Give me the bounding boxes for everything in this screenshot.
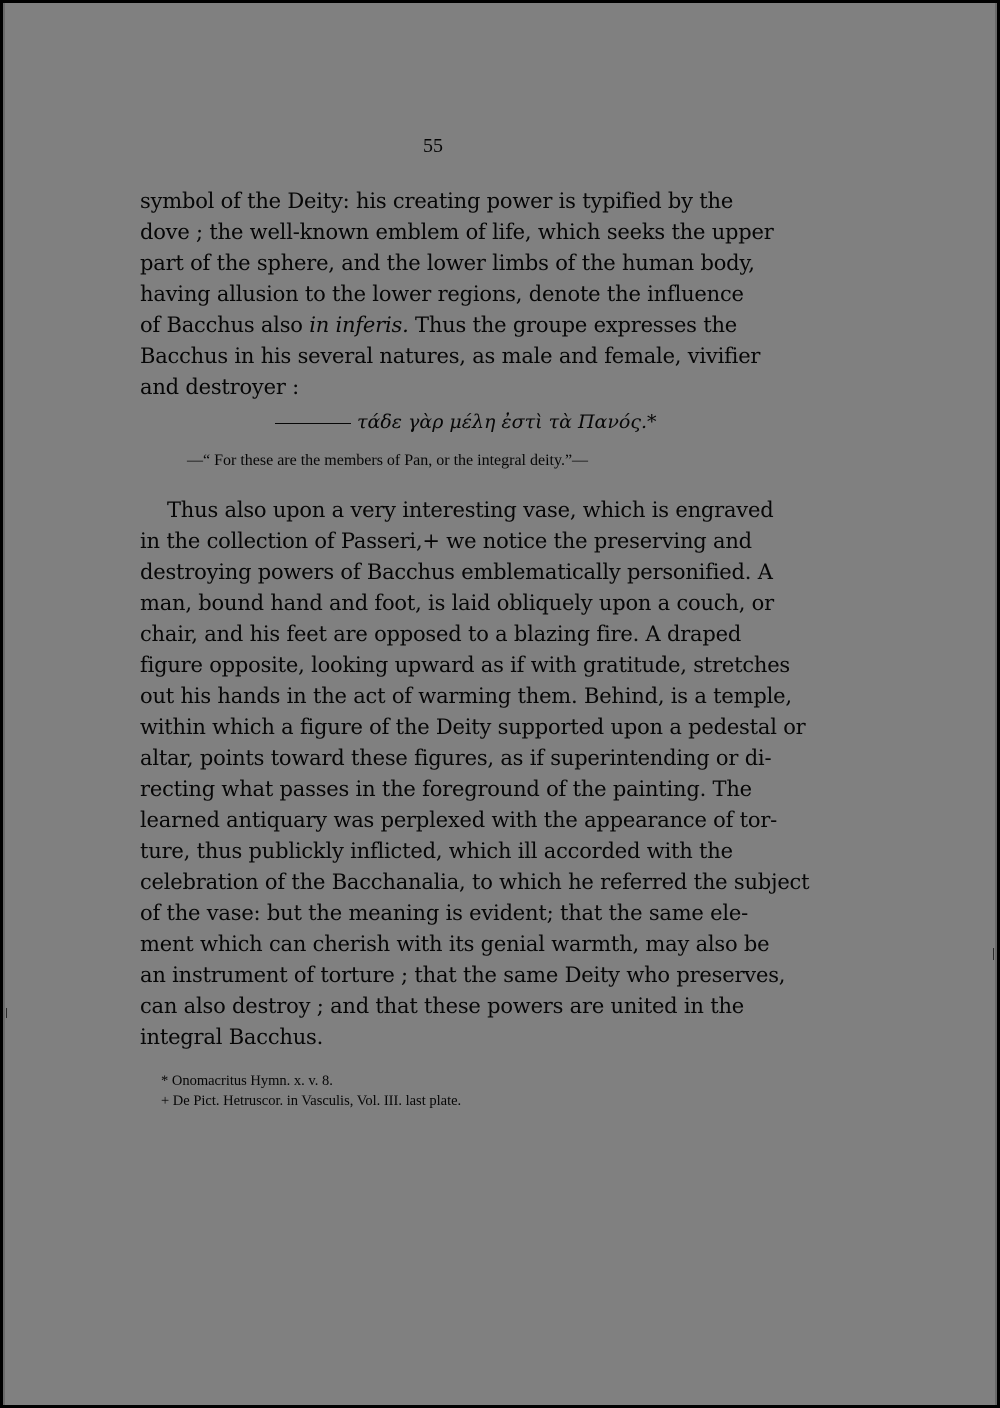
text-line: destroying powers of Bacchus emblematically personified. A: [140, 560, 773, 584]
footnote: * Onomacritus Hymn. x. v. 8.: [161, 1073, 333, 1089]
page-number: 55: [423, 135, 443, 157]
text-line: Thus also upon a very interesting vase, which is engraved: [167, 498, 774, 522]
quote-dash: [275, 423, 351, 424]
text-line: part of the sphere, and the lower limbs of the human body,: [140, 251, 755, 275]
text-line: ture, thus publickly inflicted, which ill accorded with the: [140, 839, 733, 863]
italic-phrase: in inferis.: [309, 313, 409, 337]
text-line: celebration of the Bacchanalia, to which he referred the subject: [140, 870, 810, 894]
text-line: learned antiquary was perplexed with the appearance of tor-: [140, 808, 778, 832]
greek-quotation: [275, 411, 657, 433]
book-page: [3, 3, 997, 1405]
text-line: [140, 310, 738, 341]
text-line: and destroyer :: [140, 375, 300, 399]
greek-text: τάδε γὰρ μέλη ἐστὶ τὰ Πανός.*: [357, 411, 657, 433]
quote-translation: —“ For these are the members of Pan, or the integral deity.”—: [187, 452, 589, 469]
scan-speck: [993, 948, 994, 960]
text-line: dove ; the well-known emblem of life, which seeks the upper: [140, 220, 774, 244]
footnote: + De Pict. Hetruscor. in Vasculis, Vol. III. last plate.: [161, 1093, 462, 1109]
text-line: figure opposite, looking upward as if with gratitude, stretches: [140, 653, 791, 677]
text-line: can also destroy ; and that these powers are united in the: [140, 994, 745, 1018]
text-line: ment which can cherish with its genial warmth, may also be: [140, 932, 770, 956]
text-line: in the collection of Passeri,+ we notice the preserving and: [140, 529, 752, 553]
text-line: an instrument of torture ; that the same Deity who preserves,: [140, 963, 786, 987]
text-line: having allusion to the lower regions, denote the influence: [140, 282, 744, 306]
text-line: out his hands in the act of warming them. Behind, is a temple,: [140, 684, 792, 708]
text-line: within which a figure of the Deity supported upon a pedestal or: [140, 715, 806, 739]
text-line: recting what passes in the foreground of the painting. The: [140, 777, 752, 801]
text-run: Thus the groupe expresses the: [408, 313, 738, 337]
text-line: man, bound hand and foot, is laid obliquely upon a couch, or: [140, 591, 774, 615]
text-line: symbol of the Deity: his creating power is typified by the: [140, 189, 734, 213]
scan-speck: [6, 1008, 7, 1018]
text-line: altar, points toward these figures, as if superintending or di-: [140, 746, 772, 770]
text-line: of the vase: but the meaning is evident; that the same ele-: [140, 901, 748, 925]
text-run: of Bacchus also: [140, 313, 310, 337]
text-line: integral Bacchus.: [140, 1025, 324, 1049]
text-line: chair, and his feet are opposed to a blazing fire. A draped: [140, 622, 742, 646]
text-line: Bacchus in his several natures, as male and female, vivifier: [140, 344, 761, 368]
